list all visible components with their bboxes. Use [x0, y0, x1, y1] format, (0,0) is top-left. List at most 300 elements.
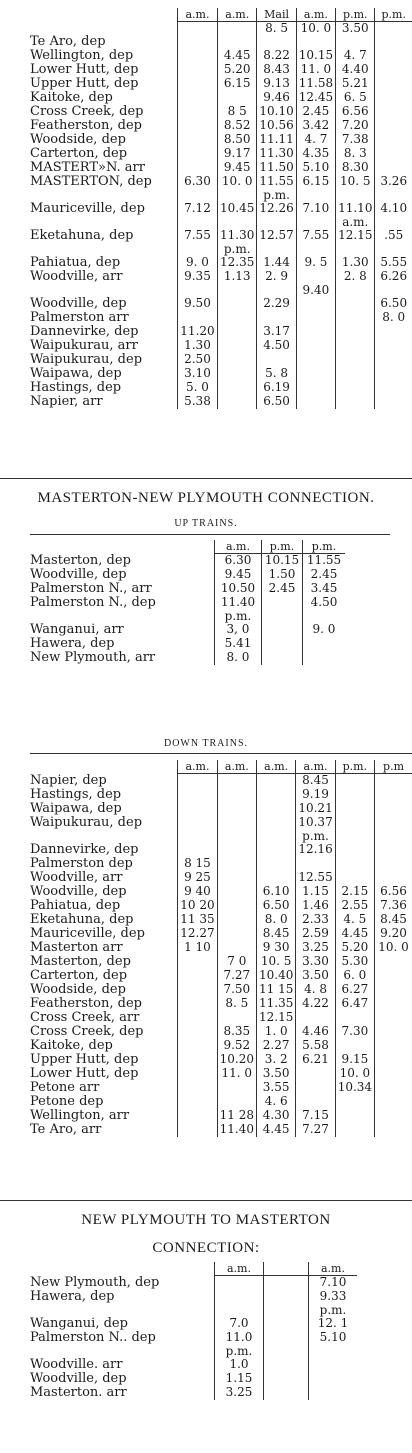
time-cell: 8.43	[257, 63, 296, 77]
time-cell	[375, 997, 412, 1011]
time-cell	[178, 955, 217, 969]
time-cell	[375, 871, 412, 885]
time-cell	[177, 91, 217, 105]
time-cell	[296, 325, 335, 339]
time-cell: 7.27	[296, 1123, 335, 1137]
time-cell: 2.29	[257, 297, 296, 311]
time-cell: 5.41	[215, 637, 262, 651]
time-cell	[375, 983, 412, 997]
time-cell: 5.58	[296, 1039, 335, 1053]
time-cell: 2.33	[296, 913, 335, 927]
time-cell: 7.50	[217, 983, 256, 997]
time-cell: 12.15	[336, 229, 375, 243]
time-cell: 11.50	[257, 161, 296, 175]
station-name: Cross Creek, dep	[30, 1023, 144, 1039]
up-trains-timetable	[30, 540, 345, 665]
station-name: Woodville, dep	[30, 296, 127, 311]
time-cell: 8. 3	[336, 147, 375, 161]
time-cell	[375, 119, 412, 133]
station-name: Kaitoke, dep	[30, 90, 113, 105]
time-cell	[296, 311, 335, 325]
time-cell: 4.35	[296, 147, 335, 161]
station-name: Upper Hutt, dep	[30, 76, 139, 91]
timetable-row	[30, 871, 412, 885]
time-cell	[375, 1067, 412, 1081]
time-cell	[264, 1317, 309, 1331]
time-cell	[336, 367, 375, 381]
time-cell	[178, 1095, 217, 1109]
time-cell	[375, 1025, 412, 1039]
time-cell	[217, 857, 256, 871]
time-cell	[336, 297, 375, 311]
column-header: a.m.	[178, 760, 217, 774]
station-name: Petone dep	[30, 1093, 104, 1109]
time-cell: 6. 5	[336, 91, 375, 105]
timetable-row	[30, 35, 412, 49]
time-cell	[177, 133, 217, 147]
time-cell: 7.20	[336, 119, 375, 133]
time-cell: 1.0	[215, 1358, 264, 1372]
time-cell	[375, 857, 412, 871]
time-cell: 10. 0	[218, 175, 257, 189]
time-cell: 12.35	[218, 256, 257, 270]
time-cell	[375, 843, 412, 857]
time-cell	[336, 284, 375, 297]
time-cell: 2.15	[335, 885, 374, 899]
time-cell	[375, 35, 412, 49]
divider	[30, 753, 412, 754]
timetable-row	[30, 22, 412, 36]
time-cell: 4.50	[257, 339, 296, 353]
station-name: New Plymouth, dep	[30, 1274, 160, 1290]
station-name: Waipukurau, arr	[30, 338, 138, 353]
time-cell: 9. 5	[296, 256, 335, 270]
time-cell: 2.50	[177, 353, 217, 367]
time-cell: 4.22	[296, 997, 335, 1011]
time-cell: 4.50	[303, 596, 346, 610]
time-cell: 4. 7	[296, 133, 335, 147]
timetable-row	[30, 774, 412, 788]
time-cell: 9.17	[218, 147, 257, 161]
station-name: Wanganui, arr	[30, 621, 124, 637]
time-cell	[296, 1011, 335, 1025]
time-cell: p.m.	[218, 243, 257, 256]
time-cell	[257, 353, 296, 367]
column-header: a.m.	[309, 1262, 358, 1276]
timetable-row	[30, 1304, 357, 1317]
time-cell	[257, 35, 296, 49]
time-cell: p.m.	[215, 610, 262, 623]
time-cell: 8.45	[375, 913, 412, 927]
time-cell	[375, 1011, 412, 1025]
station-name: Eketahuna, dep	[30, 911, 134, 927]
time-cell	[335, 816, 374, 830]
time-cell	[177, 119, 217, 133]
down-trains-heading: DOWN TRAINS.	[163, 738, 249, 749]
time-cell	[375, 1095, 412, 1109]
time-cell	[336, 353, 375, 367]
time-cell	[264, 1331, 309, 1345]
time-cell	[177, 63, 217, 77]
time-cell	[335, 774, 374, 788]
time-cell	[217, 1081, 256, 1095]
time-cell: 8.45	[256, 927, 295, 941]
time-cell: 8. 5	[217, 997, 256, 1011]
time-cell: 11.11	[257, 133, 296, 147]
time-cell: 3.50	[336, 22, 375, 36]
time-cell	[257, 311, 296, 325]
station-name: Masterton. arr	[30, 1384, 127, 1400]
station-name: Waipukurau, dep	[30, 352, 143, 367]
time-cell: 1.15	[296, 885, 335, 899]
time-cell: 4. 7	[336, 49, 375, 63]
time-cell: 8.50	[218, 133, 257, 147]
time-cell	[177, 161, 217, 175]
column-header: a.m.	[215, 540, 262, 554]
time-cell	[262, 596, 303, 610]
time-cell: 4.46	[296, 1025, 335, 1039]
time-cell	[309, 1358, 358, 1372]
station-name: Carterton, dep	[30, 967, 128, 983]
station-name: Pahiatua, dep	[30, 897, 121, 913]
time-cell: 6.15	[218, 77, 257, 91]
time-cell: 11.55	[303, 554, 346, 568]
time-cell	[375, 1053, 412, 1067]
time-cell: 6.56	[336, 105, 375, 119]
column-header: p.m.	[303, 540, 346, 554]
time-cell	[375, 63, 412, 77]
time-cell: 8.22	[257, 49, 296, 63]
time-cell: 3. 2	[256, 1053, 295, 1067]
time-cell	[178, 1039, 217, 1053]
time-cell	[335, 857, 374, 871]
time-cell: 2.27	[256, 1039, 295, 1053]
time-cell: 6.15	[296, 175, 335, 189]
time-cell: 10 20	[178, 899, 217, 913]
time-cell	[375, 1109, 412, 1123]
timetable-row	[30, 1358, 357, 1372]
station-name: Hastings, dep	[30, 786, 122, 802]
time-cell: 5.10	[296, 161, 335, 175]
time-cell	[336, 381, 375, 395]
timetable-row	[30, 941, 412, 955]
station-name: Masterton arr	[30, 939, 123, 955]
timetable-row	[30, 1345, 357, 1358]
time-cell: 7.30	[335, 1025, 374, 1039]
time-cell: 8. 0	[215, 651, 262, 665]
time-cell: 1.50	[262, 568, 303, 582]
time-cell	[303, 651, 346, 665]
timetable-row	[30, 843, 412, 857]
time-cell	[375, 774, 412, 788]
time-cell	[296, 367, 335, 381]
time-cell: p.m.	[309, 1304, 358, 1317]
time-cell	[218, 353, 257, 367]
time-cell	[217, 774, 256, 788]
station-name: Pahiatua, dep	[30, 255, 121, 270]
main-timetable	[30, 8, 412, 409]
time-cell	[177, 311, 217, 325]
time-cell: 7.55	[177, 229, 217, 243]
timetable-row	[30, 637, 345, 651]
station-name: Woodville. arr	[30, 1356, 123, 1372]
time-cell: 1.46	[296, 899, 335, 913]
time-cell	[217, 1011, 256, 1025]
time-cell: 3.10	[177, 367, 217, 381]
time-cell: 5.55	[375, 256, 412, 270]
up-trains-heading: UP TRAINS.	[174, 518, 238, 529]
time-cell: 3.17	[257, 325, 296, 339]
timetable-row	[30, 610, 345, 623]
time-cell	[178, 830, 217, 843]
timetable-row	[30, 105, 412, 119]
station-name	[30, 830, 178, 843]
time-cell	[178, 1053, 217, 1067]
time-cell: 2.45	[303, 568, 346, 582]
station-name: Lower Hutt, dep	[30, 62, 139, 77]
time-cell	[375, 133, 412, 147]
timetable-row	[30, 202, 412, 216]
station-name: Carterton, dep	[30, 146, 128, 161]
time-cell	[218, 22, 257, 36]
time-cell	[177, 22, 217, 36]
timetable-row	[30, 1290, 357, 1304]
timetable-row	[30, 1317, 357, 1331]
time-cell: 3.50	[296, 969, 335, 983]
station-name: Waipawa, dep	[30, 366, 122, 381]
column-header: p.m.	[336, 8, 375, 22]
station-name: Hawera, dep	[30, 635, 115, 651]
time-cell	[303, 637, 346, 651]
timetable-row	[30, 830, 412, 843]
time-cell	[217, 788, 256, 802]
header-spacer	[30, 1262, 215, 1276]
time-cell	[264, 1358, 309, 1372]
time-cell	[336, 395, 375, 409]
time-cell: 3.25	[215, 1386, 264, 1400]
timetable-row	[30, 119, 412, 133]
time-cell: 6.27	[335, 983, 374, 997]
column-header: a.m.	[296, 760, 335, 774]
time-cell: 11.58	[296, 77, 335, 91]
time-cell: 9 30	[256, 941, 295, 955]
station-name: Wellington, dep	[30, 48, 134, 63]
time-cell: 7 0	[217, 955, 256, 969]
time-cell	[335, 871, 374, 885]
time-cell: 9 40	[178, 885, 217, 899]
time-cell: 6.21	[296, 1053, 335, 1067]
section-title-masterton-new-plymouth: MASTERTON-NEW PLYMOUTH CONNECTION.	[37, 490, 375, 506]
time-cell: 9 25	[178, 871, 217, 885]
timetable-row	[30, 1386, 357, 1400]
time-cell: 11.20	[177, 325, 217, 339]
time-cell: 11.10	[336, 202, 375, 216]
timetable-row	[30, 1081, 412, 1095]
time-cell: 7.55	[296, 229, 335, 243]
time-cell: 6.26	[375, 270, 412, 284]
time-cell: 9.52	[217, 1039, 256, 1053]
timetable-row	[30, 311, 412, 325]
time-cell	[375, 1039, 412, 1053]
time-cell: 2.59	[296, 927, 335, 941]
timetable-row	[30, 1123, 412, 1137]
station-name: Waipukurau, dep	[30, 814, 143, 830]
time-cell: 6.19	[257, 381, 296, 395]
time-cell: 10. 5	[336, 175, 375, 189]
timetable-row	[30, 997, 412, 1011]
time-cell: 9.40	[296, 284, 335, 297]
station-name: Petone arr	[30, 1079, 100, 1095]
time-cell	[264, 1345, 309, 1358]
time-cell	[296, 353, 335, 367]
header-spacer	[30, 760, 178, 774]
time-cell: 6.47	[335, 997, 374, 1011]
time-cell: 10. 0	[375, 941, 412, 955]
time-cell	[309, 1386, 358, 1400]
station-name: Eketahuna, dep	[30, 228, 134, 243]
time-cell: 6.30	[215, 554, 262, 568]
time-cell: 9.19	[296, 788, 335, 802]
time-cell: 9.15	[335, 1053, 374, 1067]
time-cell	[264, 1290, 309, 1304]
time-cell: .55	[375, 229, 412, 243]
timetable-row	[30, 1067, 412, 1081]
time-cell: 7.0	[215, 1317, 264, 1331]
timetable-row	[30, 1039, 412, 1053]
column-header	[264, 1262, 309, 1276]
time-cell: p.m.	[257, 189, 296, 202]
time-cell: 10.20	[217, 1053, 256, 1067]
station-name: Mauriceville, dep	[30, 201, 145, 216]
time-cell	[218, 367, 257, 381]
column-header: a.m.	[296, 8, 335, 22]
time-cell: 1. 0	[256, 1025, 295, 1039]
time-cell: 6.50	[256, 899, 295, 913]
column-header: a.m.	[256, 760, 295, 774]
station-name: Dannevirke, dep	[30, 841, 139, 857]
station-name: Hastings, dep	[30, 380, 122, 395]
time-cell: 8 15	[178, 857, 217, 871]
time-cell: 4.40	[336, 63, 375, 77]
time-cell	[375, 353, 412, 367]
station-name	[30, 610, 215, 623]
time-cell	[375, 969, 412, 983]
column-header: a.m.	[177, 8, 217, 22]
time-cell: 9.33	[309, 1290, 358, 1304]
time-cell: 11.40	[217, 1123, 256, 1137]
time-cell: 12.45	[296, 91, 335, 105]
time-cell	[264, 1276, 309, 1290]
time-cell: 2.55	[335, 899, 374, 913]
station-name: Mauriceville, dep	[30, 925, 145, 941]
time-cell: 4. 5	[335, 913, 374, 927]
time-cell	[217, 927, 256, 941]
time-cell	[178, 802, 217, 816]
column-header: a.m.	[217, 760, 256, 774]
time-cell	[375, 1123, 412, 1137]
time-cell: 11. 0	[217, 1067, 256, 1081]
time-cell	[375, 955, 412, 969]
timetable-row	[30, 133, 412, 147]
time-cell	[296, 1095, 335, 1109]
time-cell: 5.10	[309, 1331, 358, 1345]
header-spacer	[30, 8, 177, 22]
time-cell	[335, 843, 374, 857]
timetable-row	[30, 885, 412, 899]
time-cell	[215, 1304, 264, 1317]
time-cell: 9.46	[257, 91, 296, 105]
time-cell	[296, 857, 335, 871]
time-cell	[264, 1304, 309, 1317]
divider	[30, 534, 390, 535]
time-cell: 6.50	[375, 297, 412, 311]
time-cell	[218, 91, 257, 105]
time-cell: 5. 8	[257, 367, 296, 381]
station-name: Featherston, dep	[30, 118, 142, 133]
time-cell	[296, 339, 335, 353]
station-name: Woodside, dep	[30, 981, 126, 997]
time-cell: 3.42	[296, 119, 335, 133]
time-cell: 1 10	[178, 941, 217, 955]
time-cell: 6.10	[256, 885, 295, 899]
time-cell	[375, 161, 412, 175]
column-header: a.m.	[215, 1262, 264, 1276]
station-name: MASTERTON, dep	[30, 174, 152, 189]
station-name: Cross Creek, arr	[30, 1009, 140, 1025]
timetable-row	[30, 969, 412, 983]
timetable-row	[30, 1095, 412, 1109]
time-cell	[375, 830, 412, 843]
time-cell: 9. 0	[177, 256, 217, 270]
timetable-row	[30, 623, 345, 637]
time-cell	[262, 637, 303, 651]
time-cell	[335, 1109, 374, 1123]
time-cell: 7.10	[296, 202, 335, 216]
time-cell	[178, 816, 217, 830]
time-cell: 3.25	[296, 941, 335, 955]
time-cell	[256, 871, 295, 885]
time-cell: 10.40	[256, 969, 295, 983]
time-cell: 7.15	[296, 1109, 335, 1123]
time-cell	[336, 339, 375, 353]
timetable-row	[30, 857, 412, 871]
timetable-row	[30, 983, 412, 997]
time-cell	[375, 816, 412, 830]
time-cell	[178, 1025, 217, 1039]
timetable-row	[30, 161, 412, 175]
time-cell: 3.30	[296, 955, 335, 969]
time-cell	[375, 147, 412, 161]
time-cell: 8 5	[218, 105, 257, 119]
time-cell	[256, 843, 295, 857]
station-name: Palmerston N.. dep	[30, 1329, 156, 1345]
time-cell	[375, 105, 412, 119]
time-cell	[177, 77, 217, 91]
divider	[0, 478, 412, 479]
time-cell	[177, 147, 217, 161]
time-cell	[218, 35, 257, 49]
station-name: Palmerston N., dep	[30, 594, 156, 610]
time-cell	[296, 297, 335, 311]
time-cell: 12.55	[296, 871, 335, 885]
timetable-row	[30, 91, 412, 105]
station-name: Lower Hutt, dep	[30, 1065, 139, 1081]
time-cell: 11 35	[178, 913, 217, 927]
time-cell: 8. 0	[256, 913, 295, 927]
time-cell: 3.55	[256, 1081, 295, 1095]
time-cell	[177, 49, 217, 63]
time-cell	[177, 35, 217, 49]
